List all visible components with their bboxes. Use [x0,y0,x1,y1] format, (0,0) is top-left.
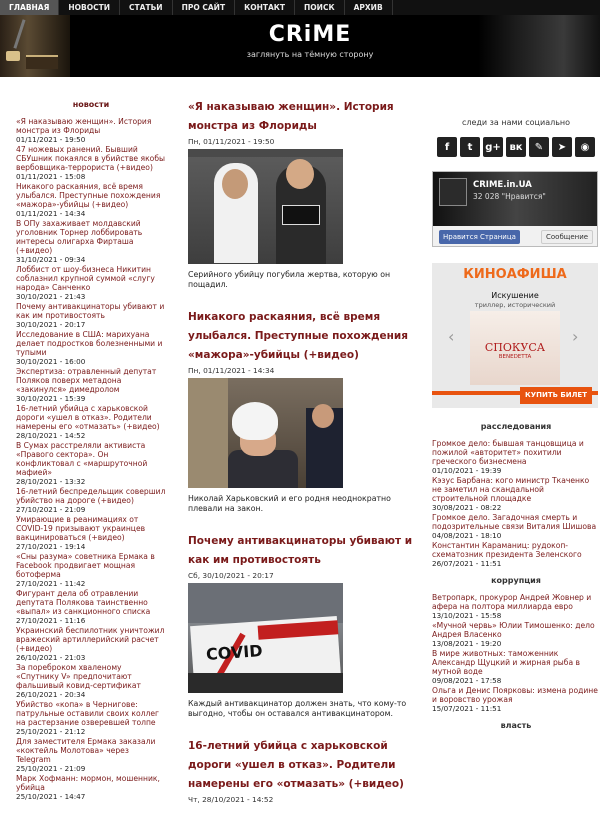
list-item-date: 30/10/2021 - 16:00 [16,357,86,366]
list-item-title[interactable]: Марк Хофманн: мормон, мошенник, убийца [16,774,160,792]
list-item [432,593,600,620]
chevron-right-icon[interactable]: › [572,327,579,346]
head-shape [312,404,334,428]
kinoafisha-banner[interactable] [432,263,598,408]
crowd-shape [188,673,343,693]
chevron-left-icon[interactable]: ‹ [448,327,455,346]
list-item-date: 26/07/2021 - 11:51 [432,559,502,568]
head-shape [286,159,314,189]
article-image[interactable] [188,583,343,693]
corruption-heading: коррупция [491,576,541,585]
door-shape [188,378,228,488]
mugshot-sign [282,205,320,225]
list-item [16,117,166,144]
list-item-date: 28/10/2021 - 14:52 [16,431,86,440]
article-title[interactable]: 16-летний убийца с харьковской дороги «ушел в отказ». Родители намерены его «отмазать» (+видео) [188,740,404,790]
image-stripe [188,149,343,157]
list-item-date: 13/10/2021 - 15:58 [432,611,502,620]
list-item-date: 25/10/2021 - 21:09 [16,764,86,773]
list-item-date: 25/10/2021 - 21:12 [16,727,86,736]
list-item-title[interactable]: В ОПу захаживает молдавский уголовник Торнер лоббировать интересы олигарха Фирташа (+видео) [16,219,143,255]
list-item [432,476,600,512]
main-content [188,95,420,814]
facebook-icon[interactable]: f [437,137,457,157]
article-title[interactable]: «Я наказываю женщин». История монстра из Флориды [188,101,394,132]
article-caption: Каждый антивакцинатор должен знать, что кому-то выгодно, чтобы он оставался антивакцинатором. [188,699,407,718]
googleplus-icon[interactable]: g+ [483,137,503,157]
list-item [432,439,600,475]
article-image[interactable] [188,149,343,264]
bandage-shape [232,402,278,440]
list-item-date: 27/10/2021 - 11:42 [16,579,86,588]
article-caption: Николай Харьковский и его родня неоднократно плевали на закон. [188,494,391,513]
film-title: Искушение [491,291,539,300]
list-item [16,330,166,366]
list-item-title[interactable]: За пореброком хваленому «Спутнику V» предпочитают фальшивый ковид-сертификат [16,663,141,690]
list-item-date: 01/10/2021 - 19:39 [432,466,502,475]
list-item-title[interactable]: 16-летний беспредельщик совершил убийство на дороге (+видео) [16,487,166,505]
list-item [16,265,166,301]
list-item-title[interactable]: «Мучной червь» Юлии Тимошенко: дело Андрея Власенко [432,621,595,639]
news-sidebar [16,100,166,802]
list-item [16,487,166,514]
list-item-title[interactable]: В Сумах расстреляли активиста «Правого сектора». Он конфликтовал с «маршруточной мафией» [16,441,148,477]
list-item-title[interactable]: Для заместителя Ермака заказали «коктейль Молотова» через Telegram [16,737,156,764]
list-item-date: 27/10/2021 - 19:14 [16,542,86,551]
corruption-list [432,593,600,713]
list-item-date: 15/07/2021 - 11:51 [432,704,502,713]
banner-text: COVID [205,641,264,664]
list-item-date: 04/08/2021 - 18:10 [432,531,502,540]
lamp-shape [6,51,20,61]
site-tagline: заглянуть на тёмную сторону [246,50,374,59]
investigations-heading: расследования [480,422,552,431]
list-item [432,649,600,685]
menu-item-news[interactable]: НОВОСТИ [59,0,120,15]
vk-icon[interactable]: вк [506,137,526,157]
right-sidebar [432,118,600,738]
menu-item-home[interactable]: ГЛАВНАЯ [0,0,59,15]
telegram-icon[interactable]: ➤ [552,137,572,157]
list-item-title[interactable]: Кэзус Барбана: кого министр Ткаченко не заметил на скандальной строительной площадке [432,476,590,503]
list-item-date: 27/10/2021 - 11:16 [16,616,86,625]
head-shape [222,169,248,199]
article-4 [188,734,420,804]
list-item-date: 27/10/2021 - 21:09 [16,505,86,514]
list-item-date: 01/11/2021 - 15:08 [16,172,86,181]
article-2 [188,305,420,514]
list-item [432,686,600,713]
list-item [16,663,166,699]
menu-item-archive[interactable]: АРХИВ [345,0,393,15]
list-item-date: 01/11/2021 - 14:34 [16,209,86,218]
list-item-title[interactable]: В мире животных: таможенник Александр Щуцкий и жирная рыба в мутной воде [432,649,581,676]
menu-item-contact[interactable]: КОНТАКТ [235,0,295,15]
list-item-title[interactable]: Ветропарк, прокурор Андрей Жовнер и афера на полтора миллиарда евро [432,593,592,611]
list-item-title[interactable]: Исследование в США: марихуана делает подростков болезненными и тупыми [16,330,163,357]
news-heading: новости [72,100,110,109]
social-icons [432,137,600,157]
list-item [16,589,166,625]
list-item-title[interactable]: Фигурант дела об отравлении депутата Полякова таинственно «выпал» из санкционного списка [16,589,151,616]
list-item-date: 13/08/2021 - 19:20 [432,639,502,648]
list-item-date: 30/10/2021 - 21:43 [16,292,86,301]
list-item-date: 30/10/2021 - 15:39 [16,394,86,403]
list-item-title[interactable]: Лоббист от шоу-бизнеса Никитин соблазнил крупной суммой «слугу народа» Санченко [16,265,155,292]
list-item-date: 31/10/2021 - 09:34 [16,255,86,264]
list-item [432,621,600,648]
list-item-date: 01/11/2021 - 19:50 [16,135,86,144]
list-item-title[interactable]: Умирающие в реанимациях от COVID-19 призывают украинцев вакцинироваться (+видео) [16,515,146,542]
list-item-date: 30/08/2021 - 08:22 [432,503,502,512]
list-item-title[interactable]: 47 ножевых ранений. Бывший СБУшник покаялся в убийстве якобы вербовщика-террориста (+видео) [16,145,165,172]
list-item-date: 28/10/2021 - 13:32 [16,477,86,486]
list-item-title[interactable]: «Сны разума» советника Ермака в Facebook продвигает мощная ботоферма [16,552,155,579]
twitter-icon[interactable]: t [460,137,480,157]
facebook-page-name[interactable]: CRIME.in.UA [473,180,532,190]
list-item-title[interactable]: «Я наказываю женщин». История монстра из Флориды [16,117,152,135]
article-date: Пн, 01/11/2021 - 19:50 [188,137,275,146]
list-item [16,219,166,264]
list-item-title[interactable]: Убийство «копа» в Чернигове: патрульные оставили своих коллег на растерзание озверевшей толпе [16,700,159,727]
facebook-widget[interactable] [432,171,598,247]
poster-subtitle: BENEDETTA [498,354,532,360]
masthead-photo-desk [0,15,70,77]
menu-item-about[interactable]: ПРО САЙТ [173,0,235,15]
list-item [16,515,166,551]
list-item-title[interactable]: Почему антивакцинаторы убивают и как им противостоять [16,302,165,320]
list-item-date: 26/10/2021 - 21:03 [16,653,86,662]
list-item [16,552,166,588]
main-menu [0,0,393,15]
kinoafisha-logo: КИНОАФИША [463,267,567,282]
article-date: Чт, 28/10/2021 - 14:52 [188,795,274,804]
list-item [16,737,166,773]
book-shape [26,55,58,69]
article-date: Сб, 30/10/2021 - 20:17 [188,571,274,580]
article-title[interactable]: Никакого раскаяния, всё время улыбался. Преступные похождения «мажора»-убийцы (+видео) [188,311,408,361]
list-item-title[interactable]: Экспертиза: отравленный депутат Поляков поверх метадона «закинулся» димедролом [16,367,157,394]
list-item [16,302,166,329]
list-item-title[interactable]: Громкое дело. Загадочная смерть и подозрительные связи Виталия Шишова [432,513,597,531]
livejournal-icon[interactable]: ✎ [529,137,549,157]
list-item-title[interactable]: Громкое дело: бывшая танцовщица и пожилой «авторитет» похитили греческого бизнесмена [432,439,584,466]
list-item [16,182,166,218]
menu-item-articles[interactable]: СТАТЬИ [120,0,173,15]
list-item [432,541,600,568]
article-3 [188,529,420,719]
list-item [432,513,600,540]
poster-title: СПОКУСА [484,341,546,354]
article-title[interactable]: Почему антивакцинаторы убивают и как им противостоять [188,535,413,566]
social-heading: следи за нами социально [461,118,571,127]
article-date: Пн, 01/11/2021 - 14:34 [188,366,275,375]
list-item-title[interactable]: Никакого раскаяния, всё время улыбался. Преступные похождения «мажора»-убийцы (+видео) [16,182,161,209]
power-heading: власть [500,721,532,730]
list-item [16,700,166,736]
article-1 [188,95,420,290]
list-item [16,441,166,486]
rss-icon[interactable]: ◉ [575,137,595,157]
site-logo[interactable]: CRiME [268,22,352,47]
article-image[interactable] [188,378,343,488]
list-item-date: 26/10/2021 - 20:34 [16,690,86,699]
list-item [16,774,166,801]
facebook-avatar [439,178,467,206]
list-item-title[interactable]: Украинский беспилотник уничтожил вражеский артиллерийский расчет (+видео) [16,626,165,653]
list-item-title[interactable]: 16-летний убийца с харьковской дороги «ушел в отказ». Родители намерены его «отмазать» (+видео) [16,404,160,431]
list-item [16,626,166,662]
list-item-title[interactable]: Константин Караманиц: рудокоп-схематозник президента Зеленского [432,541,582,559]
film-genre: триллер, исторический [474,301,556,309]
article-caption: Серийного убийцу погубила жертва, которую он пощадил. [188,270,391,289]
list-item-date: 30/10/2021 - 20:17 [16,320,86,329]
menu-item-search[interactable]: ПОИСК [295,0,345,15]
list-item [16,367,166,403]
facebook-like-button[interactable]: Нравится Страница [439,230,520,244]
facebook-message-button[interactable]: Сообщение [541,230,593,244]
pen-shape [13,19,25,48]
investigations-list [432,439,600,568]
list-item-date: 09/08/2021 - 17:58 [432,676,502,685]
list-item [16,404,166,440]
list-item [16,145,166,181]
buy-ticket-button[interactable]: КУПИТЬ БИЛЕТ [520,387,592,404]
list-item-title[interactable]: Ольга и Денис Поярковы: измена родине и воровство урожая [432,686,598,704]
masthead-photo-dark [478,15,600,77]
facebook-likes-count: 32 028 "Нравится" [473,192,546,201]
list-item-date: 25/10/2021 - 14:47 [16,792,86,801]
news-list [16,117,166,801]
